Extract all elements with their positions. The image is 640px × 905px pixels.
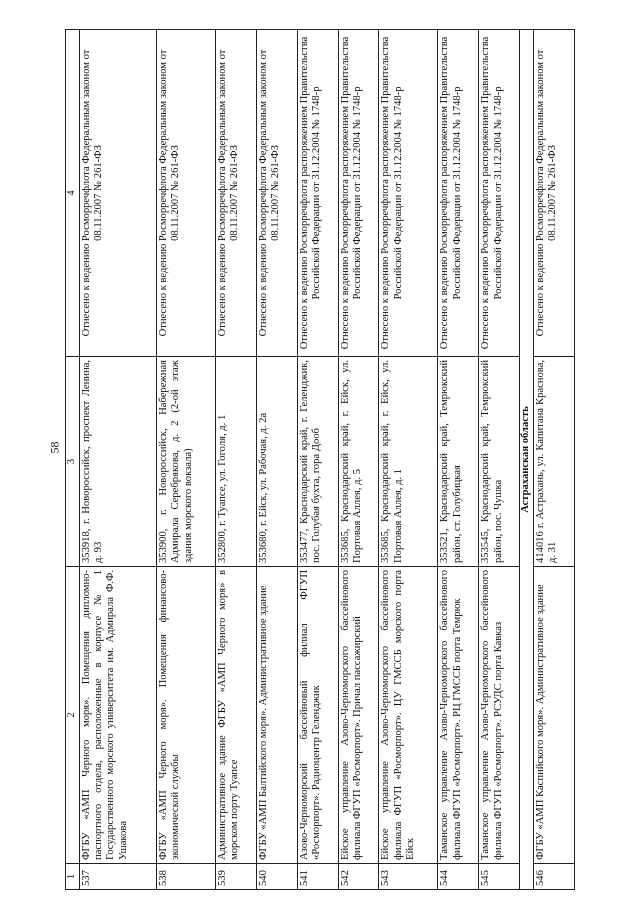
page-number: 58 bbox=[47, 441, 62, 454]
row-number: 541 bbox=[297, 864, 338, 890]
object-basis: Отнесено к ведению Росморречфлота Федеральным законом от 08.11.2007 № 261-ФЗ bbox=[257, 30, 298, 357]
object-name: Ейское управление Азово-Черноморского бассейнового филиала ФГУП «Росморпорт». ЦУ ГМССБ морского порта Ейск bbox=[379, 567, 438, 864]
row-number: 537 bbox=[80, 864, 157, 890]
object-address: 353900, г. Новороссийск, Набережная Адмирала Серебрякова, д. 2 (2-ой этаж здания морского вокзала) bbox=[157, 357, 216, 567]
object-name: ФГБУ «АМП Черного моря». Помещения финансово-экономической службы bbox=[157, 567, 216, 864]
header-row bbox=[66, 30, 80, 890]
section-title: Астраханская область bbox=[520, 30, 534, 890]
row-number: 543 bbox=[379, 864, 438, 890]
object-address: 353477, Краснодарский край, г. Геленджик, пос. Голубая бухта, гора Дооб bbox=[297, 357, 338, 567]
object-name: ФГБУ «АМП Балтийского моря». Административное здание bbox=[257, 567, 298, 864]
object-basis: Отнесено к ведению Росморречфлота распоряжением Правительства Российской Федерации от 31.12.2004 № 1748-р bbox=[379, 30, 438, 357]
table-row bbox=[297, 30, 338, 890]
table-row bbox=[534, 30, 575, 890]
object-name: Таманское управление Азово-Черноморского бассейнового филиала ФГУП «Росморпорт». РСУДС порта Кавказ bbox=[479, 567, 520, 864]
table-row bbox=[257, 30, 298, 890]
object-name: Ейское управление Азово-Черноморского бассейнового филиала ФГУП «Росморпорт». Причал пассажирский bbox=[338, 567, 379, 864]
table-row bbox=[338, 30, 379, 890]
object-basis: Отнесено к ведению Росморречфлота распоряжением Правительства Российской Федерации от 31.12.2004 № 1748-р bbox=[297, 30, 338, 357]
object-address: 353521, Краснодарский край, Темрюкский район, ст. Голубицкая bbox=[438, 357, 479, 567]
header-cell: 3 bbox=[66, 357, 80, 567]
row-number: 546 bbox=[534, 864, 575, 890]
header-cell: 4 bbox=[66, 30, 80, 357]
object-basis: Отнесено к ведению Росморречфлота Федеральным законом от 08.11.2007 № 261-ФЗ bbox=[157, 30, 216, 357]
object-name: Азово-Черноморский бассейновый филиал ФГУП «Росморпорт». Радиоцентр Геленджик bbox=[297, 567, 338, 864]
row-number: 545 bbox=[479, 864, 520, 890]
object-basis: Отнесено к ведению Росморречфлота распоряжением Правительства Российской Федерации от 31.12.2004 № 1748-р bbox=[338, 30, 379, 357]
object-name: ФГБУ «АМП Черного моря». Помещения дипломно-паспортного отдела, расположенные в корпусе № 1 Государственного морского университета им. Адмирала Ф.Ф. Ушакова bbox=[80, 567, 157, 864]
table-row bbox=[80, 30, 157, 890]
object-basis: Отнесено к ведению Росморречфлота распоряжением Правительства Российской Федерации от 31.12.2004 № 1748-р bbox=[438, 30, 479, 357]
object-name: Административное здание ФГБУ «АМП Черного моря» в морском порту Туапсе bbox=[216, 567, 257, 864]
object-basis: Отнесено к ведению Росморречфлота Федеральным законом от 08.11.2007 № 261-ФЗ bbox=[80, 30, 157, 357]
table-row bbox=[157, 30, 216, 890]
row-number: 544 bbox=[438, 864, 479, 890]
table-row bbox=[379, 30, 438, 890]
section-row bbox=[520, 30, 534, 890]
table-row bbox=[479, 30, 520, 890]
object-address: 353685, Краснодарский край, г. Ейск, ул. Портовая Аллея, д. 1 bbox=[379, 357, 438, 567]
table-row bbox=[216, 30, 257, 890]
row-number: 539 bbox=[216, 864, 257, 890]
header-cell: 1 bbox=[66, 864, 80, 890]
object-address: 353685, Краснодарский край, г. Ейск, ул. Портовая Аллея, д. 5 bbox=[338, 357, 379, 567]
rotated-table-wrapper bbox=[65, 30, 575, 890]
object-address: 352800, г. Туапсе, ул. Гоголя, д. 1 bbox=[216, 357, 257, 567]
objects-table bbox=[65, 29, 575, 890]
table-row bbox=[438, 30, 479, 890]
object-name: Таманское управление Азово-Черноморского бассейнового филиала ФГУП «Росморпорт». РЦ ГМССБ порта Темрюк bbox=[438, 567, 479, 864]
header-cell: 2 bbox=[66, 567, 80, 864]
object-address: 353545, Краснодарский край, Темрюкский район, пос. Чушка bbox=[479, 357, 520, 567]
row-number: 538 bbox=[157, 864, 216, 890]
object-address: 353680, г. Ейск, ул. Рабочая, д. 2а bbox=[257, 357, 298, 567]
object-basis: Отнесено к ведению Росморречфлота Федеральным законом от 08.11.2007 № 261-ФЗ bbox=[216, 30, 257, 357]
row-number: 540 bbox=[257, 864, 298, 890]
object-basis: Отнесено к ведению Росморречфлота распоряжением Правительства Российской Федерации от 31.12.2004 № 1748-р bbox=[479, 30, 520, 357]
object-basis: Отнесено к ведению Росморречфлота Федеральным законом от 08.11.2007 № 261-ФЗ bbox=[534, 30, 575, 357]
object-address: 414016 г. Астрахань, ул. Капитана Краснова, д. 31 bbox=[534, 357, 575, 567]
object-name: ФГБУ «АМП Каспийского моря». Административное здание bbox=[534, 567, 575, 864]
row-number: 542 bbox=[338, 864, 379, 890]
object-address: 353918, г. Новороссийск, проспект Ленина, д. 93 bbox=[80, 357, 157, 567]
